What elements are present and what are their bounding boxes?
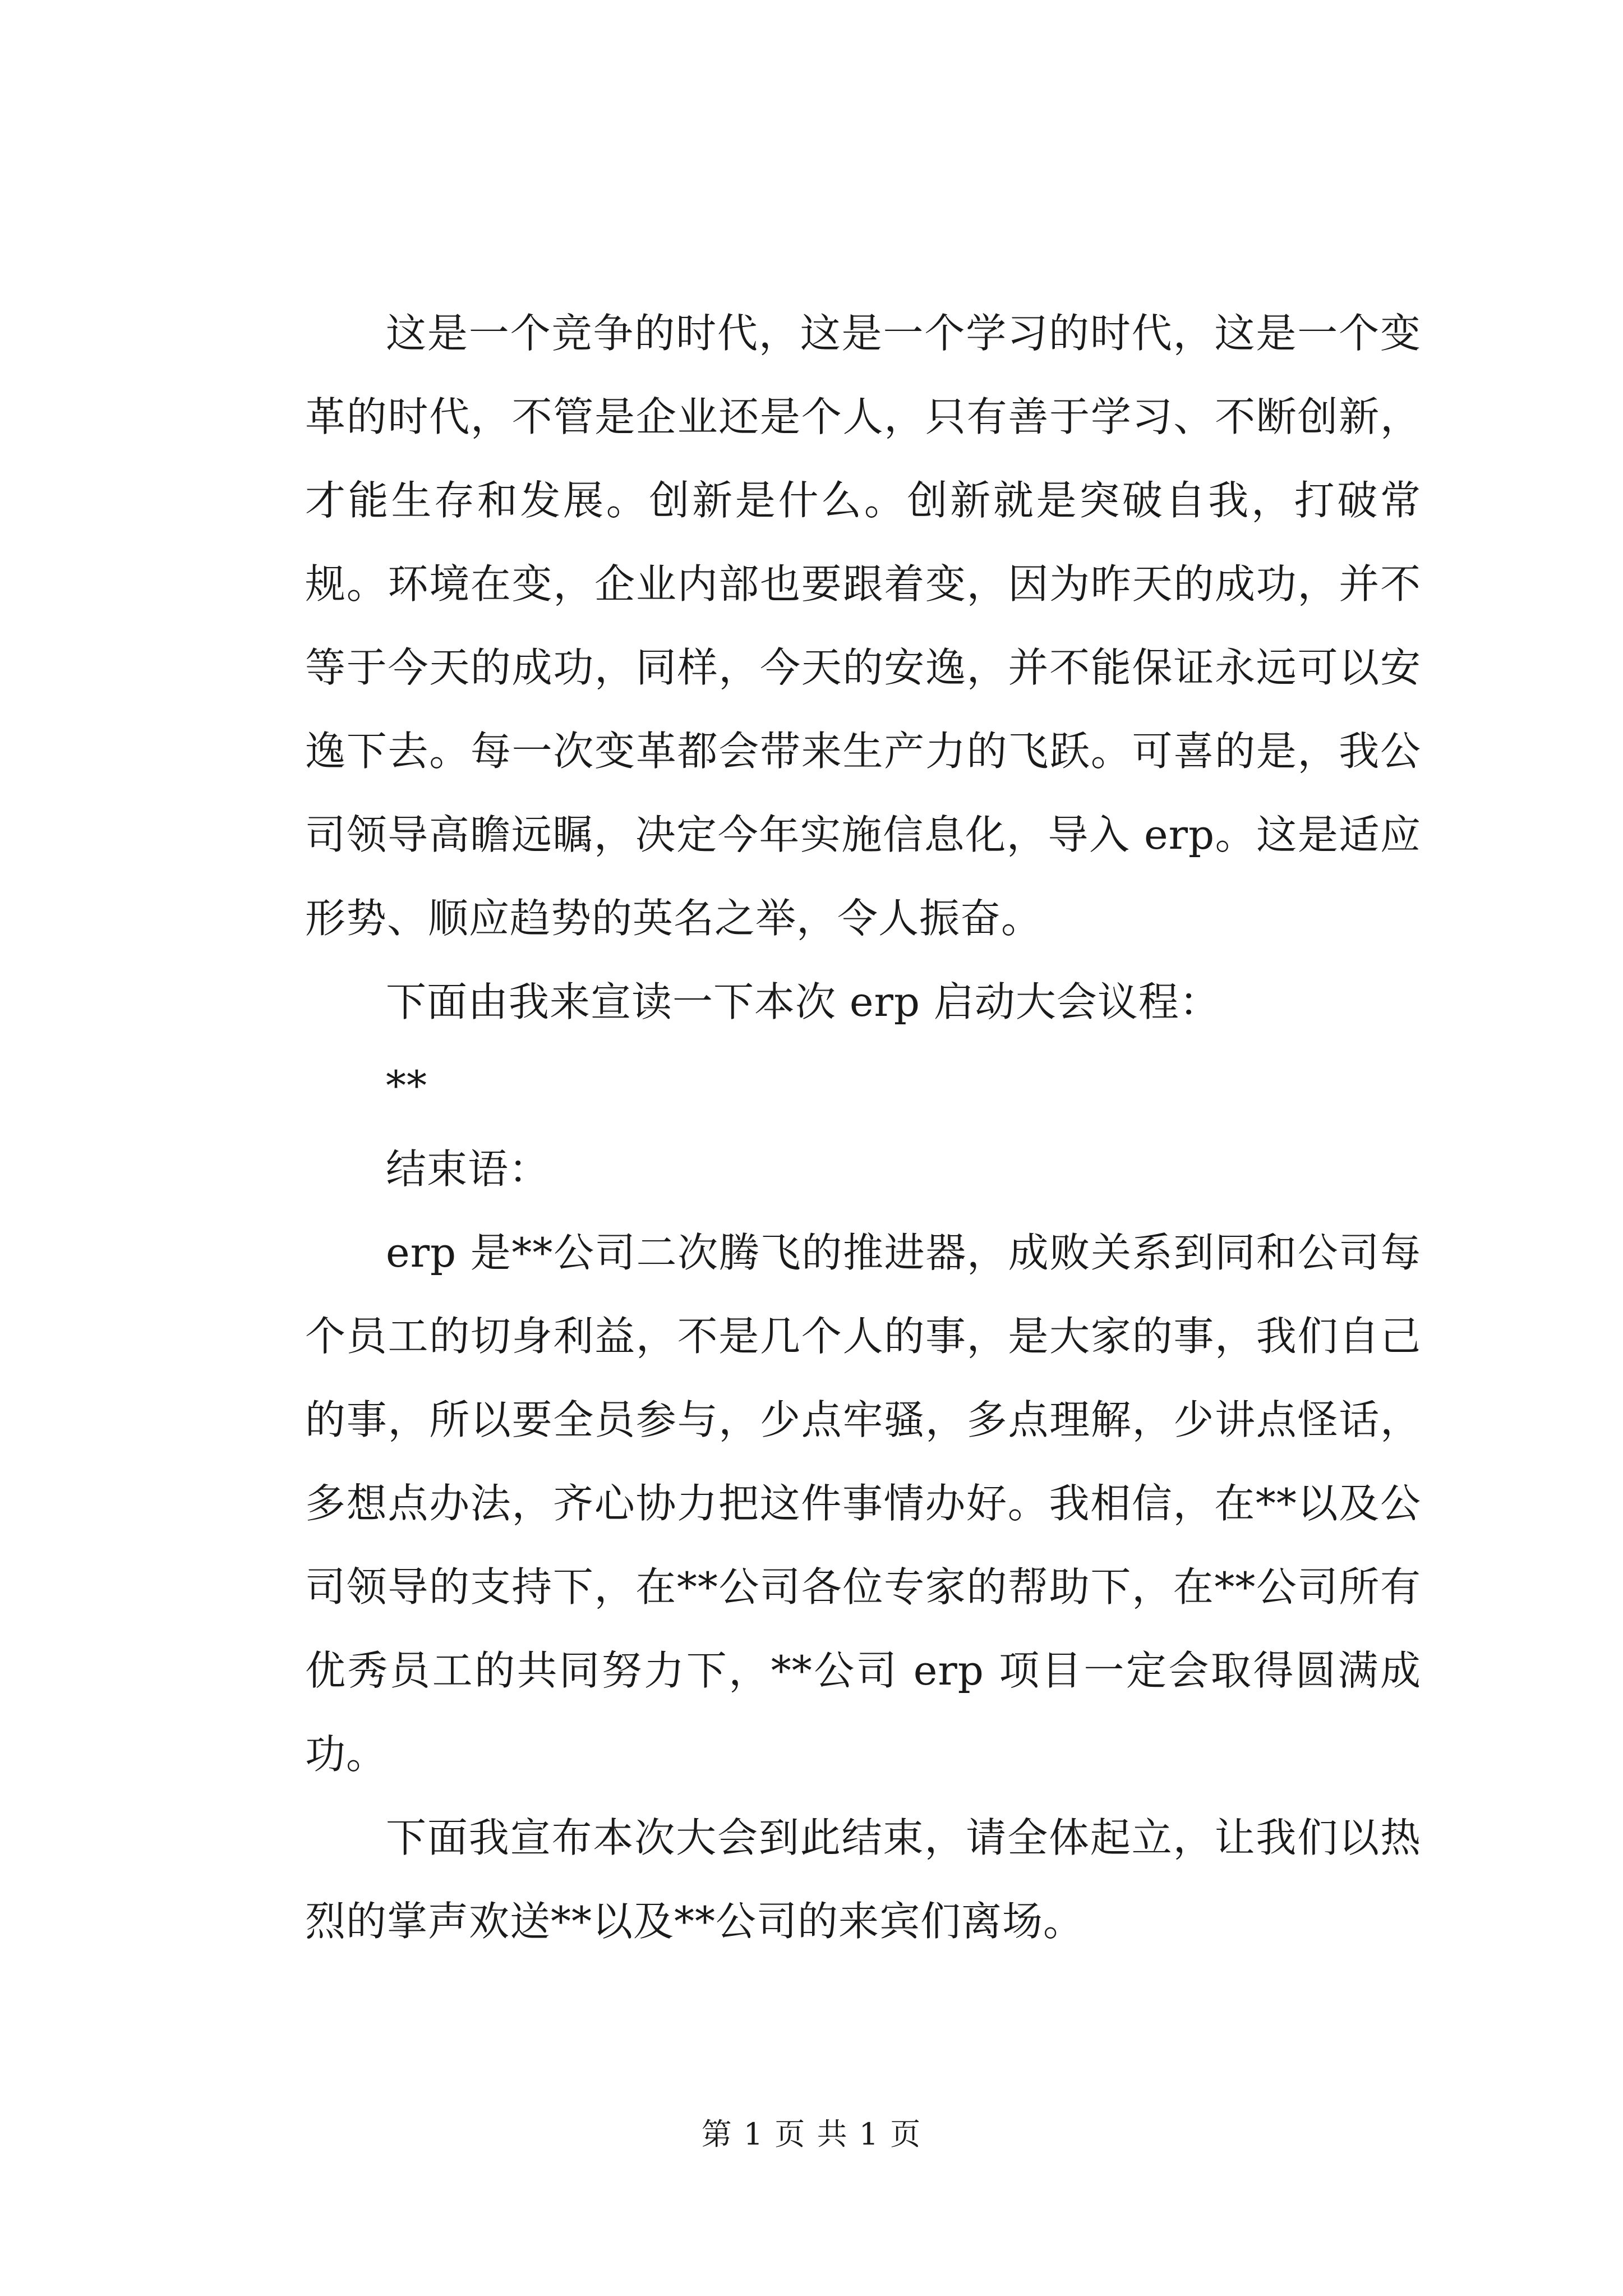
paragraph-closing-heading: 结束语：: [386, 1145, 550, 1193]
page-footer: 第 1 页 共 1 页: [701, 2116, 922, 2152]
paragraph-closing-announcement: 下面我宣布本次大会到此结束，请全体起立，让我们以热烈的掌声欢送**以及**公司的来宾们离场。: [305, 1814, 1421, 1945]
paragraph-intro: 这是一个竞争的时代，这是一个学习的时代，这是一个变革的时代，不管是企业还是个人，只有善于学习、不断创新，才能生存和发展。创新是什么。创新就是突破自我，打破常规。环境在变，企业内部也要跟着变，因为昨天的成功，并不等于今天的成功，同样，今天的安逸，并不能保证永远可以安逸下去。每一次变革都会带来生产力的飞跃。可喜的是，我公司领导高瞻远瞩，决定今年实施信息化，导入 erp。这是适应形势、顺应趋势的英名之举，令人振奋。: [305, 310, 1421, 942]
document-body: [305, 292, 1421, 1963]
paragraph-closing-body: erp 是**公司二次腾飞的推进器，成败关系到同和公司每个员工的切身利益，不是几个人的事，是大家的事，我们自己的事，所以要全员参与，少点牢骚，多点理解，少讲点怪话，多想点办法，齐心协力把这件事情办好。我相信，在**以及公司领导的支持下，在**公司各位专家的帮助下，在**公司所有优秀员工的共同努力下，**公司 erp 项目一定会取得圆满成功。: [305, 1229, 1421, 1778]
paragraph-agenda-heading: 下面由我来宣读一下本次 erp 启动大会议程：: [386, 978, 1220, 1025]
paragraph-agenda-placeholder: **: [386, 1062, 427, 1109]
